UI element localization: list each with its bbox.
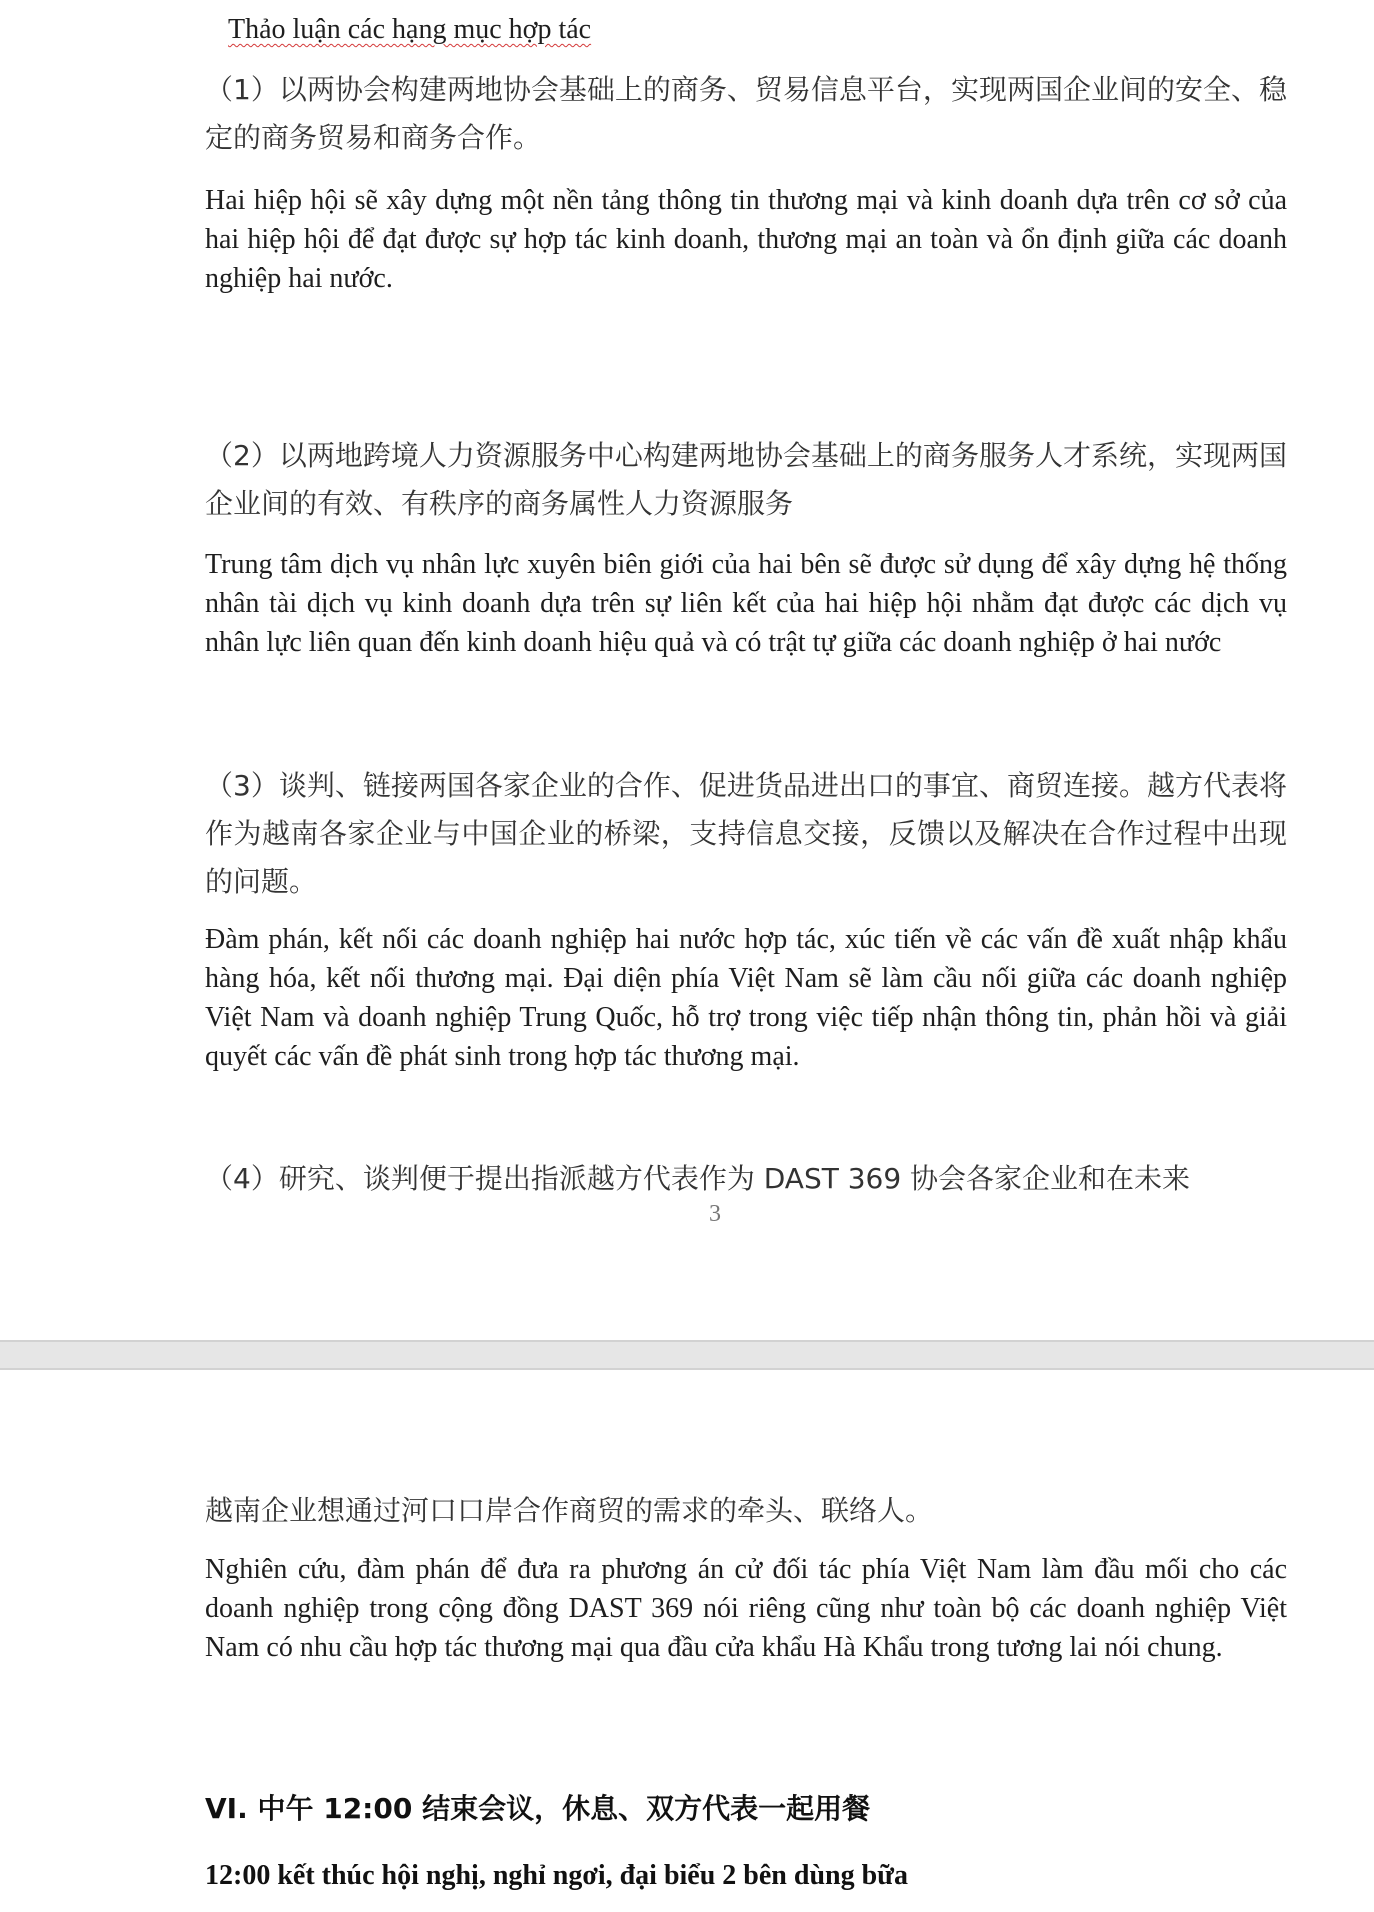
section-vi-heading-vn[interactable]: 12:00 kết thúc hội nghị, nghỉ ngơi, đại biểu 2 bên dùng bữa: [205, 1860, 908, 1891]
item-1-vn[interactable]: Hai hiệp hội sẽ xây dựng một nền tảng thông tin thương mại và kinh doanh dựa trên cơ sở của hai hiệp hội để đạt được sự hợp tác kinh doanh, thương mại an toàn và ổn định giữa các doanh nghiệp hai nước.: [205, 185, 1287, 294]
item-2-vn[interactable]: Trung tâm dịch vụ nhân lực xuyên biên giới của hai bên sẽ được sử dụng để xây dựng hệ thống nhân tài dịch vụ kinh doanh dựa trên sự liên kết của hai hiệp hội nhằm đạt được các dịch vụ nhân lực liên quan đến kinh doanh hiệu quả và có trật tự giữa các doanh nghiệp ở hai nước: [205, 549, 1287, 658]
section-heading-vn[interactable]: Thảo luận các hạng mục hợp tác: [228, 14, 592, 45]
item-4-cn-continued[interactable]: 越南企业想通过河口口岸合作商贸的需求的牵头、联络人。: [205, 1494, 934, 1527]
item-4-vn[interactable]: Nghiên cứu, đàm phán để đưa ra phương án cử đối tác phía Việt Nam làm đầu mối cho các doanh nghiệp trong cộng đồng DAST 369 nói riêng cũng như toàn bộ các doanh nghiệp Việt Nam có nhu cầu hợp tác thương mại qua đầu cửa khẩu Hà Khẩu trong tương lai nói chung.: [205, 1554, 1287, 1663]
section-vi-heading-cn[interactable]: VI. 中午 12:00 结束会议，休息、双方代表一起用餐: [205, 1792, 871, 1825]
item-3-vn[interactable]: Đàm phán, kết nối các doanh nghiệp hai nước hợp tác, xúc tiến về các vấn đề xuất nhập khẩu hàng hóa, kết nối thương mại. Đại diện phía Việt Nam sẽ làm cầu nối giữa các doanh nghiệp Việt Nam và doanh nghiệp Trung Quốc, hỗ trợ trong việc tiếp nhận thông tin, phản hồi và giải quyết các vấn đề phát sinh trong hợp tác thương mại.: [205, 924, 1287, 1072]
item-1-cn[interactable]: （1）以两协会构建两地协会基础上的商务、贸易信息平台，实现两国企业间的安全、稳定的商务贸易和商务合作。: [205, 73, 1287, 154]
item-4-cn[interactable]: （4）研究、谈判便于提出指派越方代表作为 DAST 369 协会各家企业和在未来: [205, 1162, 1191, 1195]
item-3-cn[interactable]: （3）谈判、链接两国各家企业的合作、促进货品进出口的事宜、商贸连接。越方代表将作为越南各家企业与中国企业的桥梁，支持信息交接，反馈以及解决在合作过程中出现的问题。: [205, 769, 1287, 898]
page-break-separator: [0, 1340, 1374, 1370]
item-2-cn[interactable]: （2）以两地跨境人力资源服务中心构建两地协会基础上的商务服务人才系统，实现两国企业间的有效、有秩序的商务属性人力资源服务: [205, 439, 1287, 520]
page-number: 3: [709, 1201, 721, 1227]
document-page-4: [0, 1370, 1374, 1912]
